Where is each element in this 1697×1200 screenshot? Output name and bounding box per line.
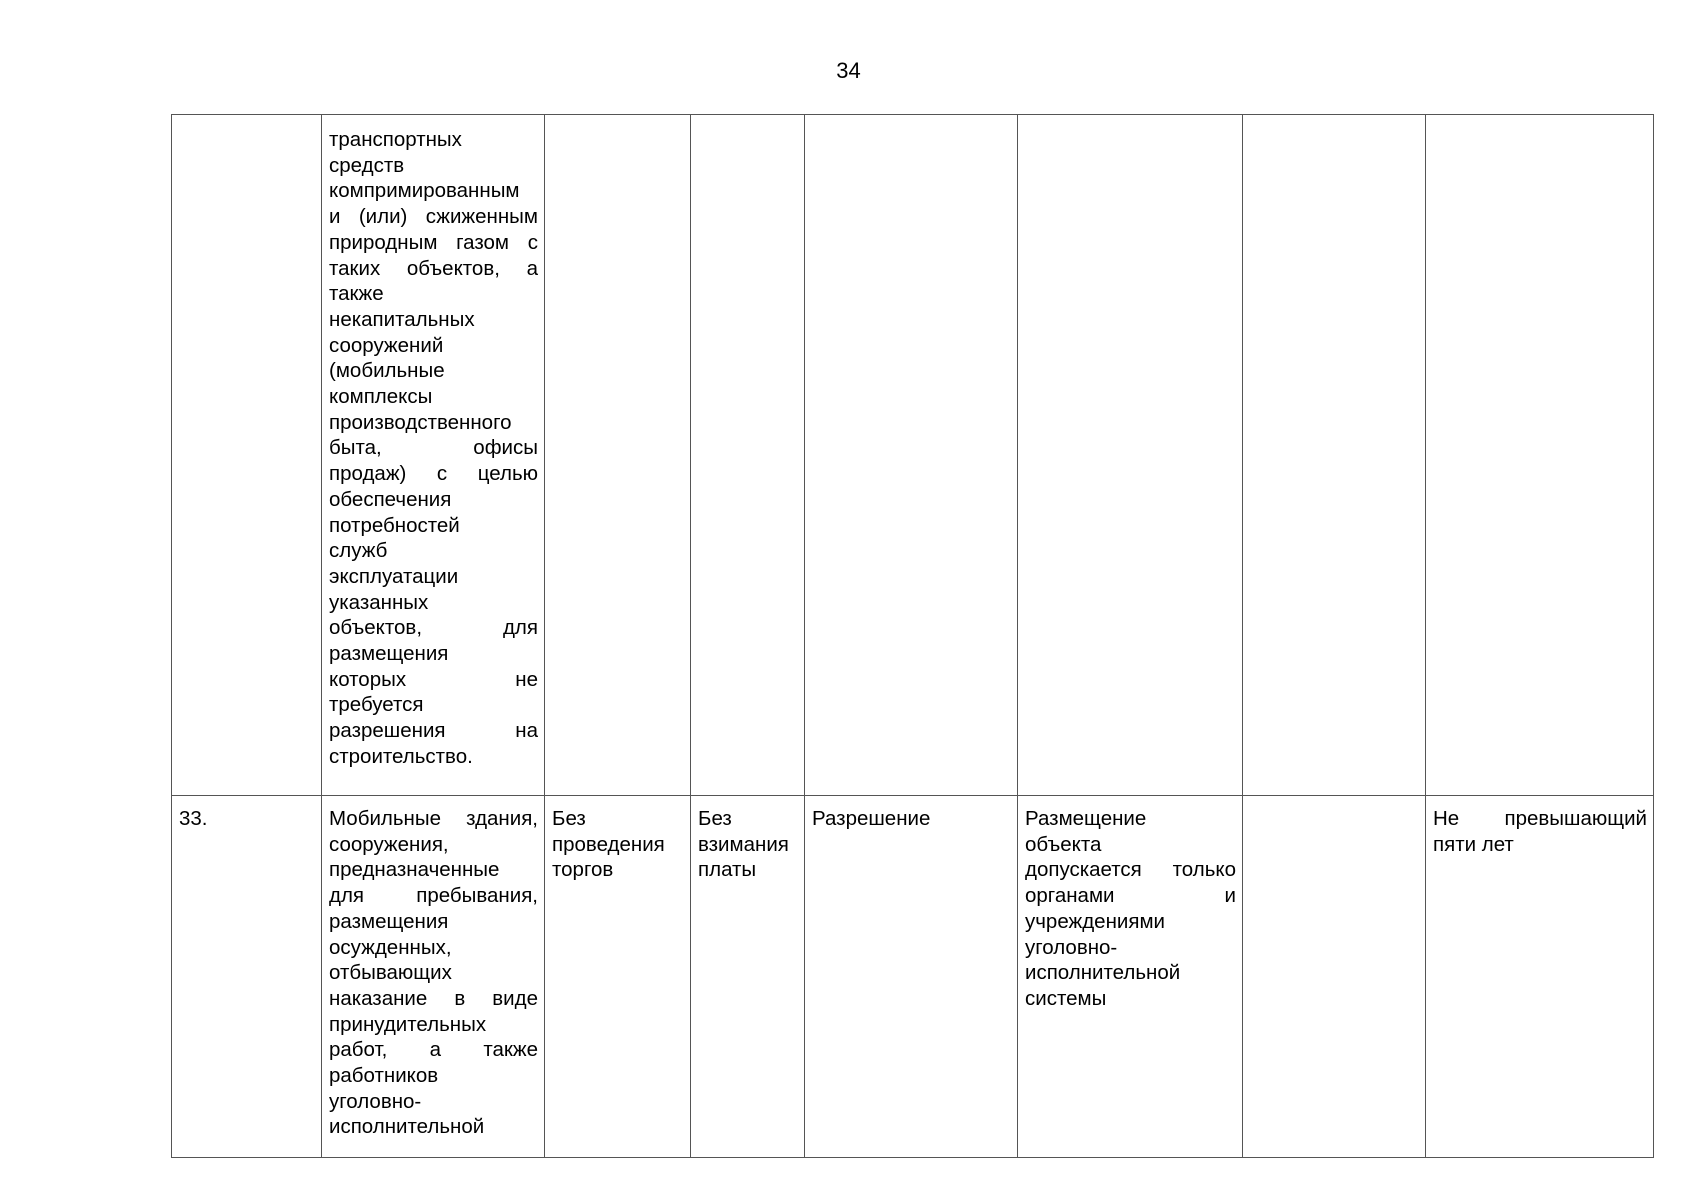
table-row bbox=[172, 796, 1654, 1158]
cell-line: (мобильные bbox=[329, 359, 445, 383]
cell-line: строительство. bbox=[329, 744, 473, 768]
cell-number bbox=[172, 796, 322, 1158]
cell-line: требуется bbox=[329, 693, 424, 717]
cell-line: Без bbox=[698, 807, 732, 830]
cell-line: Без bbox=[552, 807, 586, 830]
cell-line: системы bbox=[1025, 986, 1107, 1010]
cell-line: размещения bbox=[329, 642, 449, 666]
cell-line: Размещение bbox=[1025, 807, 1147, 830]
cell-term bbox=[1426, 115, 1654, 796]
cell-procedure bbox=[545, 115, 691, 796]
cell-line: объекта bbox=[1025, 832, 1102, 856]
cell-line: работ, а также bbox=[329, 1038, 538, 1062]
cell-line: указанных bbox=[329, 590, 429, 614]
cell-line: Мобильные здания, bbox=[329, 807, 538, 830]
cell-line: таких объектов, а bbox=[329, 256, 538, 280]
cell-line: учреждениями bbox=[1025, 909, 1165, 933]
cell-line: уголовно- bbox=[329, 1089, 422, 1113]
cell-empty bbox=[1243, 115, 1426, 796]
cell-line: потребностей bbox=[329, 513, 460, 537]
cell-line: исполнительной bbox=[1025, 961, 1181, 985]
cell-empty bbox=[1243, 796, 1426, 1158]
cell-line: для пребывания, bbox=[329, 884, 538, 908]
cell-line: пяти лет bbox=[1433, 832, 1514, 856]
cell-document bbox=[805, 796, 1018, 1158]
cell-line: 33. bbox=[179, 807, 208, 830]
cell-line: сооружений bbox=[329, 333, 444, 357]
cell-conditions bbox=[1018, 796, 1243, 1158]
cell-line: предназначенные bbox=[329, 858, 500, 882]
cell-line: быта, офисы bbox=[329, 436, 538, 460]
cell-fee bbox=[691, 115, 805, 796]
cell-line: обеспечения bbox=[329, 487, 452, 511]
cell-line: также bbox=[329, 282, 384, 306]
cell-line: осужденных, bbox=[329, 935, 452, 959]
cell-conditions bbox=[1018, 115, 1243, 796]
cell-line: эксплуатации bbox=[329, 564, 459, 588]
cell-line: взимания bbox=[698, 832, 789, 856]
cell-line: средств bbox=[329, 153, 405, 177]
cell-term bbox=[1426, 796, 1654, 1158]
cell-procedure bbox=[545, 796, 691, 1158]
page-number: 34 bbox=[836, 58, 861, 83]
cell-line: служб bbox=[329, 539, 388, 563]
cell-line: природным газом с bbox=[329, 230, 538, 254]
cell-line: разрешения на bbox=[329, 719, 538, 743]
cell-line: некапитальных bbox=[329, 307, 475, 331]
cell-line: сооружения, bbox=[329, 832, 449, 856]
cell-line: компримированным bbox=[329, 179, 520, 203]
cell-line: исполнительной bbox=[329, 1115, 485, 1139]
cell-line: и (или) сжиженным bbox=[329, 205, 538, 229]
table-row bbox=[172, 115, 1654, 796]
cell-line: продаж) с целью bbox=[329, 462, 538, 486]
cell-line: наказание в виде bbox=[329, 986, 538, 1010]
cell-line: принудительных bbox=[329, 1012, 487, 1036]
cell-number bbox=[172, 115, 322, 796]
cell-document bbox=[805, 115, 1018, 796]
cell-line: уголовно- bbox=[1025, 935, 1118, 959]
cell-object-type bbox=[322, 115, 545, 796]
cell-line: транспортных bbox=[329, 128, 462, 151]
cell-line: работников bbox=[329, 1064, 439, 1088]
cell-line: платы bbox=[698, 858, 757, 882]
cell-line: комплексы bbox=[329, 385, 433, 409]
cell-line: размещения bbox=[329, 909, 449, 933]
cell-line: объектов, для bbox=[329, 616, 538, 640]
cell-line: которых не bbox=[329, 667, 538, 691]
cell-line: проведения bbox=[552, 832, 665, 856]
cell-fee bbox=[691, 796, 805, 1158]
cell-line: отбывающих bbox=[329, 961, 452, 985]
cell-line: торгов bbox=[552, 858, 614, 882]
document-table bbox=[171, 114, 1654, 1158]
cell-line: производственного bbox=[329, 410, 512, 434]
cell-line: Разрешение bbox=[812, 807, 931, 830]
cell-object-type bbox=[322, 796, 545, 1158]
cell-line: Не превышающий bbox=[1433, 807, 1647, 830]
cell-line: допускается только bbox=[1025, 858, 1236, 882]
cell-line: органами и bbox=[1025, 884, 1236, 908]
